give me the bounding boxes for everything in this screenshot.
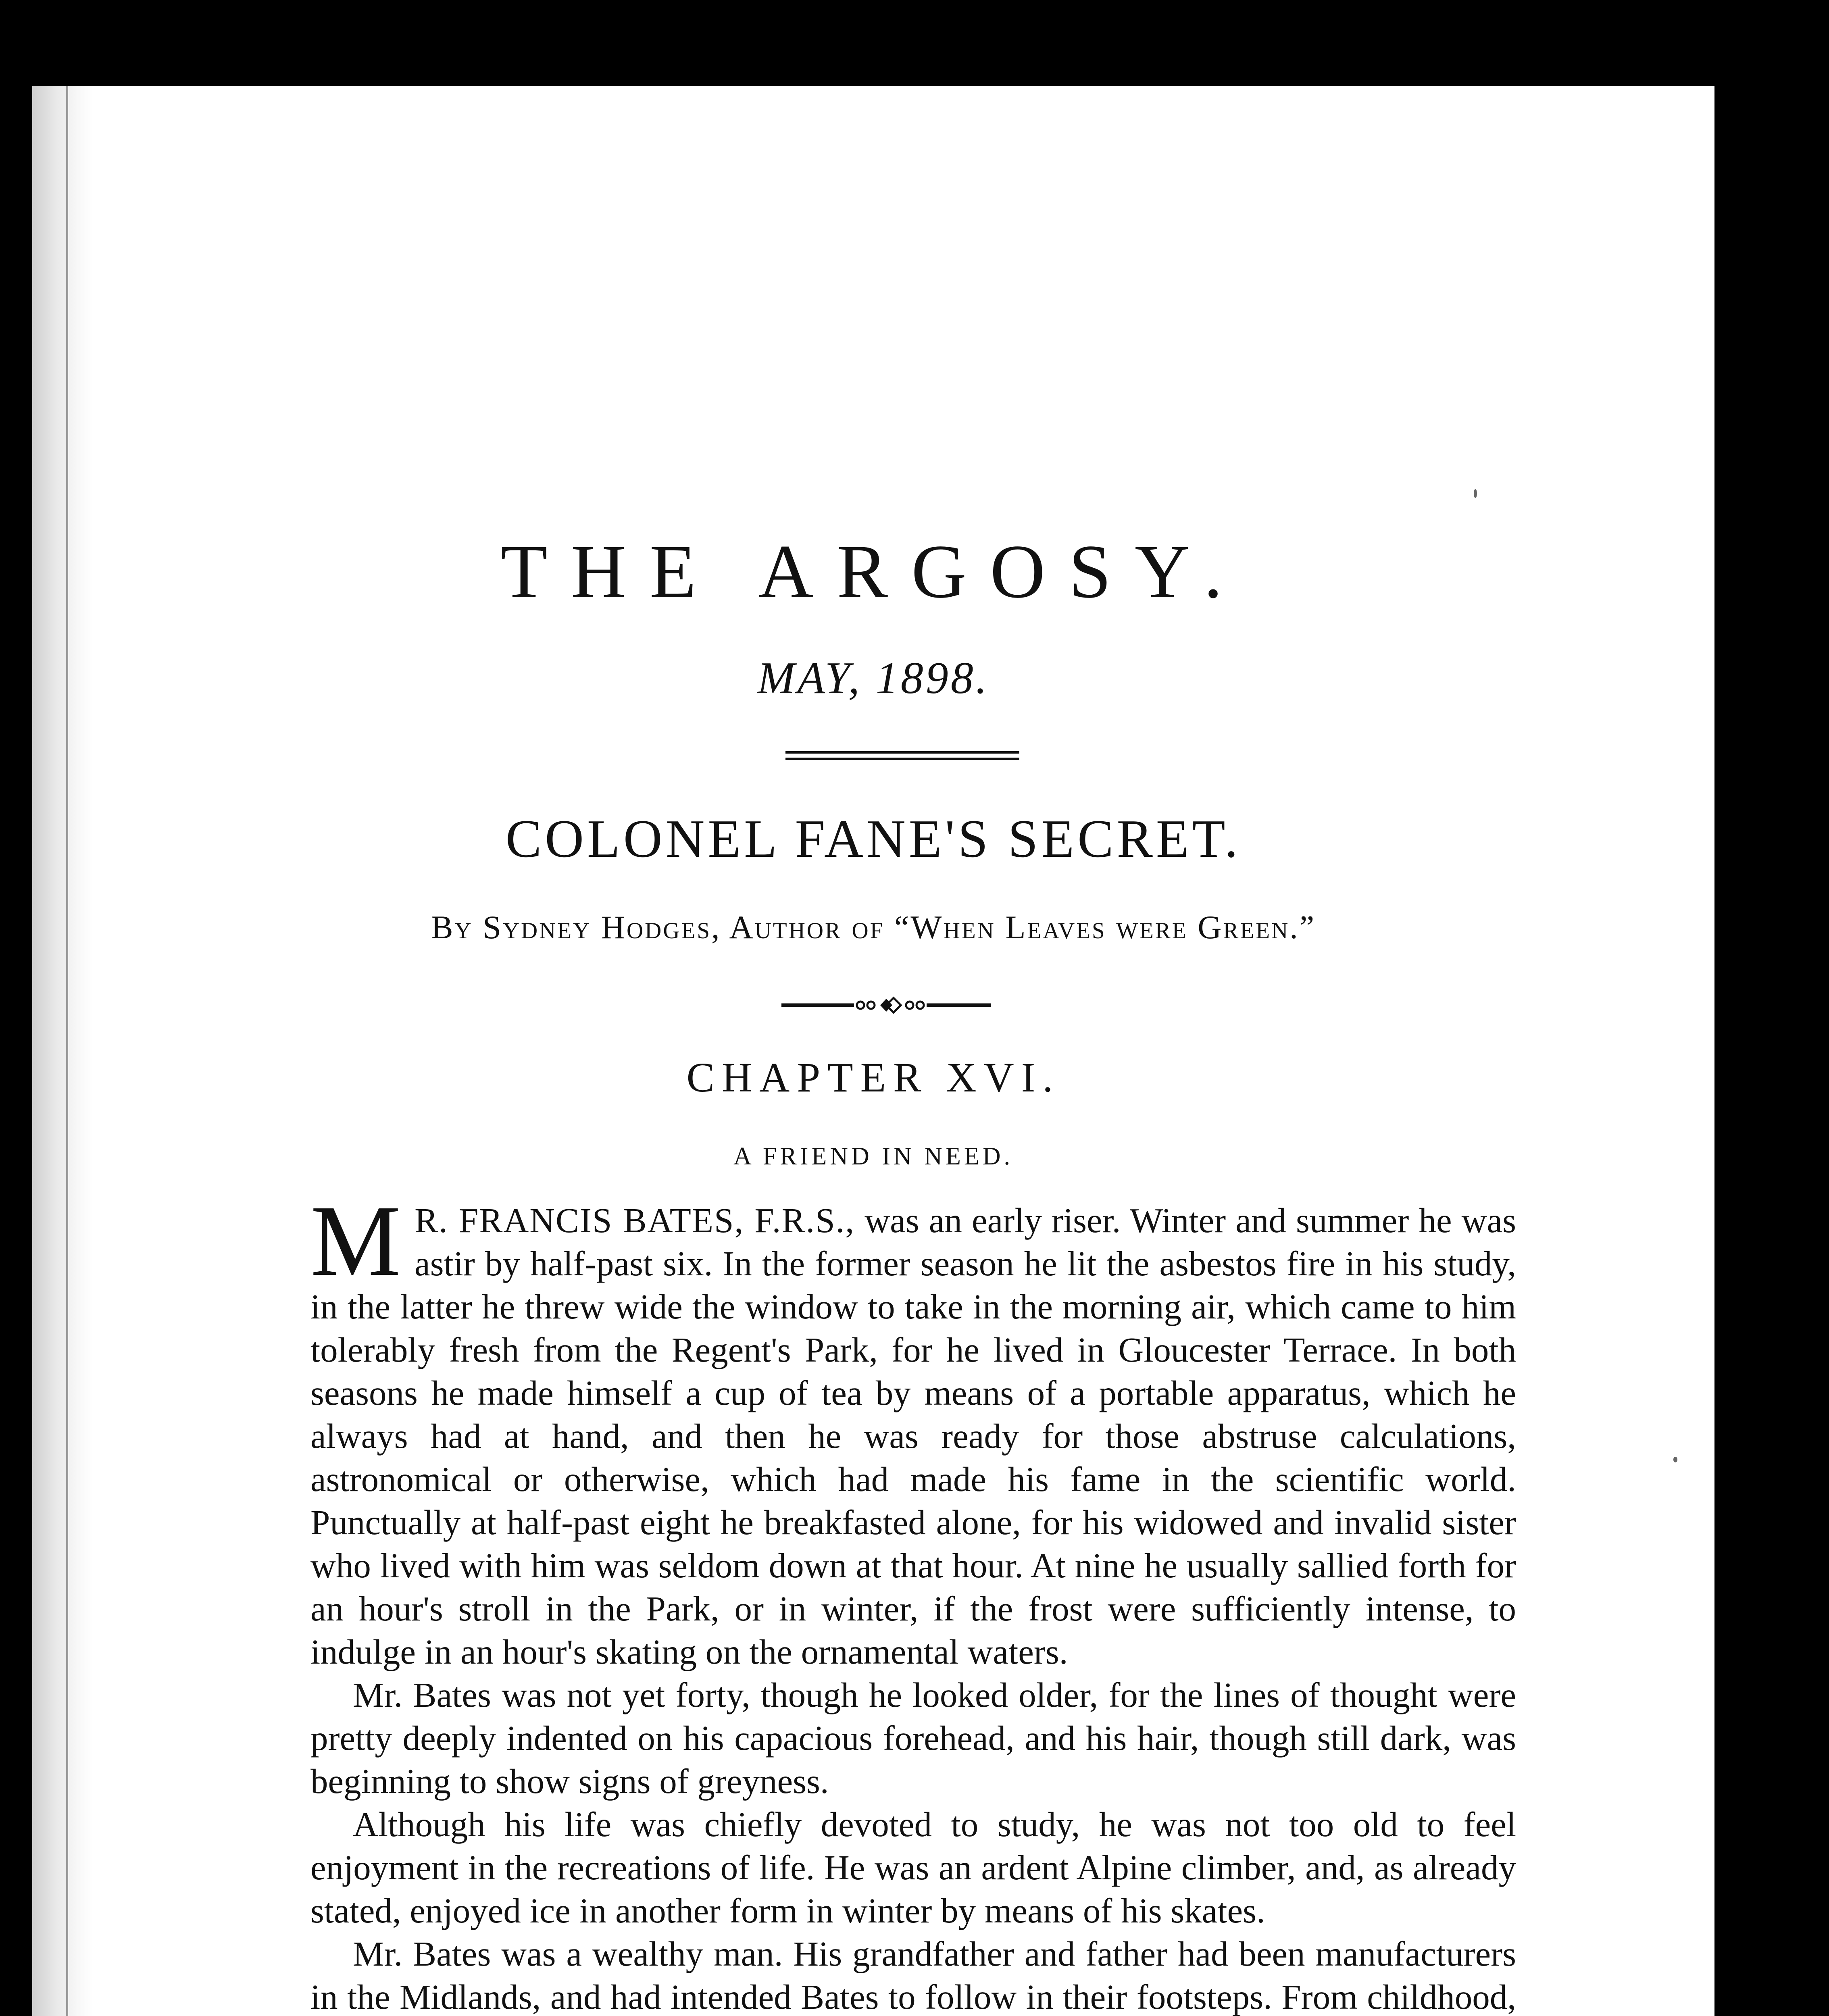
chapter-heading: CHAPTER XVI.: [686, 1054, 1060, 1101]
drop-cap: M: [310, 1184, 401, 1297]
story-title: COLONEL FANE'S SECRET.: [505, 809, 1242, 868]
book-page: [32, 86, 1714, 2016]
paragraph: Mr. Bates was not yet forty, though he looked older, for the lines of thought were pretty deeply indented on his capacious forehead, and his hair, though still dark, was beginning to show signs of greyness.: [310, 1675, 1516, 1801]
magazine-title: THE ARGOSY.: [500, 529, 1246, 614]
story-byline: By Sydney Hodges, Author of “When Leaves were Green.”: [431, 909, 1316, 946]
paragraph: Although his life was chiefly devoted to study, he was not too old to feel enjoyment in the recreations of life. He was an ardent Alpine climber, and, as already stated, enjoyed ice in another form in winter by means of his skates.: [310, 1805, 1516, 1930]
paragraph-text: was an early riser. Winter and summer he was astir by half-past six. In the former season he lit the asbestos fire in his study, in the latter he threw wide the window to take in the morning air, which came to him tolerably fresh from the Regent's Park, for he lived in Gloucester Terrace. In both seasons he made himself a cup of tea by means of a portable apparatus, which he always had at hand, and then he was ready for those abstruse calculations, astronomical or otherwise, which had made his fame in the scientific world. Punctually at half-past eight he breakfasted alone, for his widowed and invalid sister who lived with him was seldom down at that hour. At nine he usually sallied forth for an hour's stroll in the Park, or in winter, if the frost were sufficiently intense, to indulge in an hour's skating on the ornamental waters.: [310, 1201, 1516, 1671]
double-rule-divider: [785, 751, 1019, 760]
paragraph: [310, 1184, 1516, 1673]
lead-in-caps: R. FRANCIS BATES, F.R.S.,: [415, 1201, 855, 1240]
paragraph: Mr. Bates was a wealthy man. His grandfather and father had been manufacturers in the Midlands, and had intended Bates to follow in their footsteps. From childhood,: [310, 1934, 1516, 2016]
article-body: [310, 1184, 1516, 2016]
issue-date: MAY, 1898.: [757, 653, 989, 703]
scan-speck: [1474, 489, 1477, 498]
page-gutter-shadow: [32, 86, 93, 2016]
scan-speck: [1673, 1457, 1677, 1462]
ornamental-divider-icon: [781, 993, 991, 1017]
page-binding-line: [66, 86, 68, 2016]
chapter-subtitle: A FRIEND IN NEED.: [733, 1143, 1013, 1170]
